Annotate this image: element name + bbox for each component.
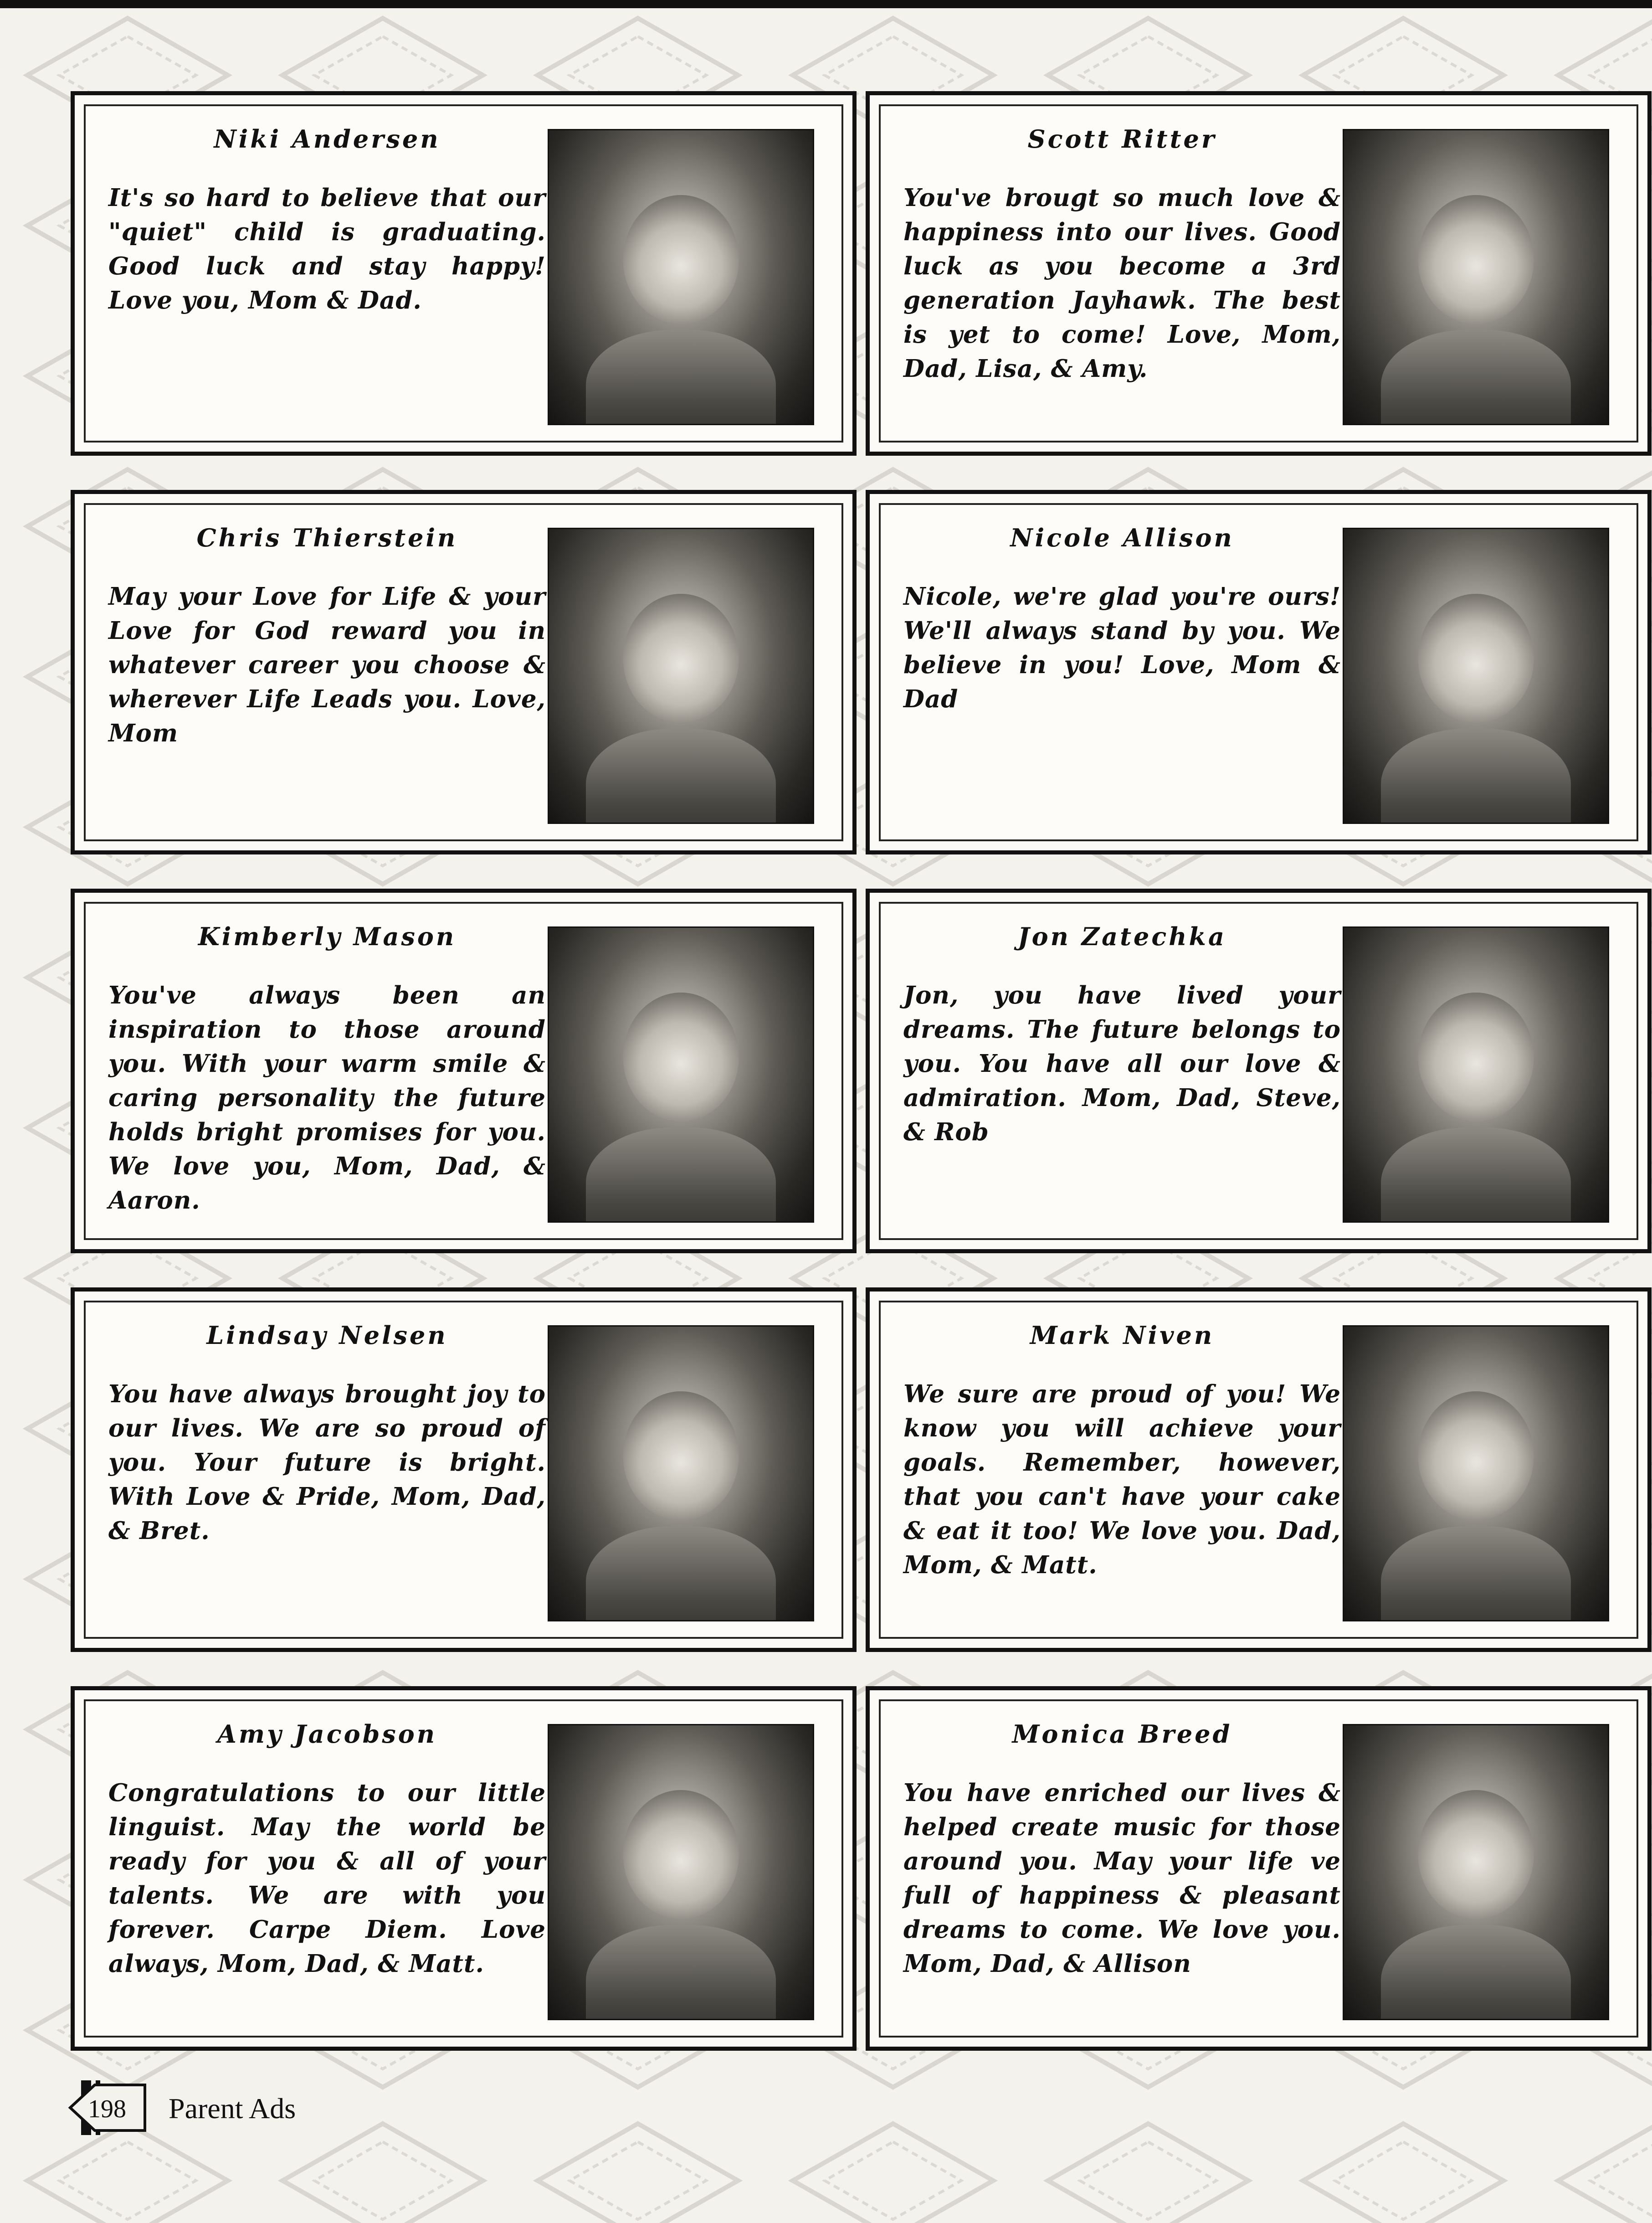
page-number: 198 [88,2095,126,2123]
parent-ad-card [866,889,1652,1253]
parent-ad-card [71,1686,857,2051]
ad-message: You have always brought joy to our lives. We are so proud of you. Your future is bright. With Love & Pride, Mom, Dad, & Bret. [108,1380,546,1545]
parent-ad-card [866,91,1652,456]
ad-message: You've always been an inspiration to those around you. With your warm smile & caring personality the future holds bright promises for you. We love you, Mom, Dad, & Aaron. [108,981,546,1214]
student-name: Amy Jacobson [217,1719,437,1749]
section-label: Parent Ads [169,2092,296,2125]
ad-message: Jon, you have lived your dreams. The future belongs to you. You have all our love & admiration. Mom, Dad, Steve, & Rob [903,981,1341,1146]
student-name: Kimberly Mason [198,922,457,951]
ad-message: You've brougt so much love & happiness into our lives. Good luck as you become a 3rd generation Jayhawk. The best is yet to come! Love, Mom, Dad, Lisa, & Amy. [903,184,1341,383]
ad-message: Congratulations to our little linguist. May the world be ready for you & all of your talents. We are with you forever. Carpe Diem. Love always, Mom, Dad, & Matt. [108,1779,546,1978]
child-photo [548,1325,814,1621]
parent-ad-card [71,490,857,854]
child-photo [1343,129,1609,425]
child-photo [1343,1325,1609,1621]
student-name: Niki Andersen [214,124,441,154]
child-photo [1343,528,1609,824]
ad-message: It's so hard to believe that our "quiet" child is graduating. Good luck and stay happy! Love you, Mom & Dad. [108,184,546,314]
parent-ad-card [866,490,1652,854]
parent-ad-card [866,1287,1652,1652]
child-photo [548,129,814,425]
ad-message: We sure are proud of you! We know you will achieve your goals. Remember, however, that you can't have your cake & eat it too! We love you. Dad, Mom, & Matt. [903,1380,1341,1579]
parent-ad-card [71,889,857,1253]
child-photo [1343,926,1609,1223]
child-photo [1343,1724,1609,2020]
student-name: Jon Zatechka [1018,922,1226,951]
ad-message: May your Love for Life & your Love for God reward you in whatever career you choose & wherever Life Leads you. Love, Mom [108,582,546,747]
ad-message: Nicole, we're glad you're ours! We'll always stand by you. We believe in you! Love, Mom & Dad [903,582,1341,713]
student-name: Lindsay Nelsen [206,1321,448,1350]
parent-ad-card [71,1287,857,1652]
ad-message: You have enriched our lives & helped create music for those around you. May your life ve full of happiness & pleasant dreams to come. We love you. Mom, Dad, & Allison [903,1779,1341,1978]
child-photo [548,926,814,1223]
student-name: Scott Ritter [1027,124,1217,154]
parent-ad-card [71,91,857,456]
student-name: Monica Breed [1012,1719,1232,1749]
child-photo [548,528,814,824]
student-name: Nicole Allison [1010,523,1234,552]
student-name: Chris Thierstein [196,523,458,552]
child-photo [548,1724,814,2020]
parent-ad-card [866,1686,1652,2051]
student-name: Mark Niven [1030,1321,1215,1350]
